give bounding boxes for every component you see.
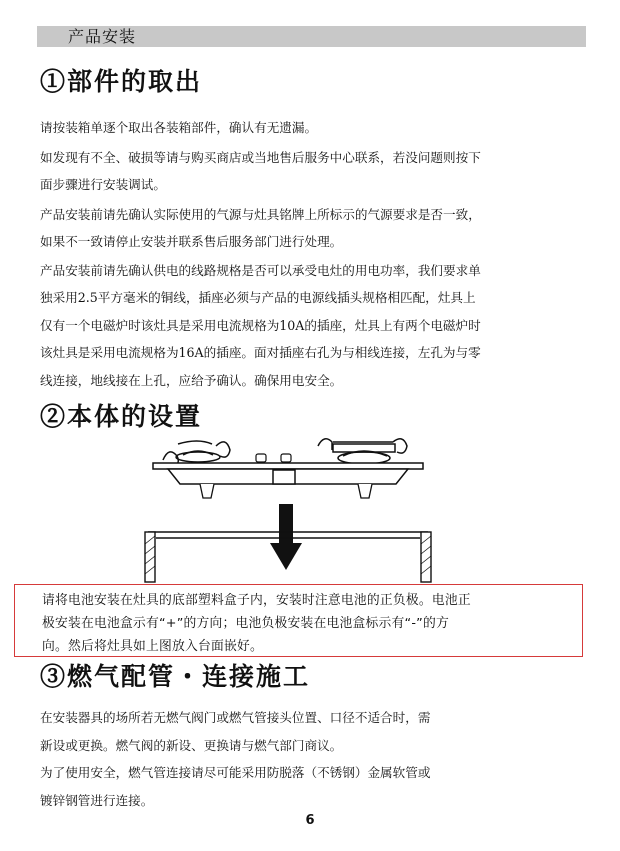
paragraph-line: 在安装器具的场所若无燃气阀门或燃气管接头位置、口径不适合时，需 [40,710,431,725]
paragraph-line: 镀锌钢管进行连接。 [40,793,154,808]
control-knobs [256,454,291,462]
paragraph-line: 产品安装前请先确认供电的线路规格是否可以承受电灶的用电功率，我们要求单 [40,263,481,278]
stove-installation-figure [138,424,438,584]
section1-title: ①部件的取出 [40,67,203,96]
down-arrow-icon [270,504,302,570]
paragraph-line: 该灶具是采用电流规格为16A的插座。面对插座右孔为与相线连接，左孔为与零 [40,345,481,360]
notice-line: 极安装在电池盒示有“+”的方向；电池负极安装在电池盒标示有“-”的方 [42,616,449,631]
paragraph-line: 如果不一致请停止安装并联系售后服务部门进行处理。 [40,234,343,249]
paragraph-line: 仅有一个电磁炉时该灶具是采用电流规格为10A的插座，灶具上有两个电磁炉时 [40,318,481,333]
page-number: 6 [305,813,315,828]
paragraph-line: 为了使用安全，燃气管连接请尽可能采用防脱落（不锈钢）金属软管或 [40,765,431,780]
section3-title: ③燃气配管・连接施工 [40,662,311,691]
battery-box [273,470,295,484]
stove-foot-left [200,484,214,498]
paragraph-line: 新设或更换。燃气阀的新设、更换请与燃气部门商议。 [40,738,343,753]
notice-line: 请将电池安装在灶具的底部塑料盒子内，安装时注意电池的正负极。电池正 [42,593,471,608]
paragraph-line: 独采用2.5平方毫米的铜线，插座必须与产品的电源线插头规格相匹配，灶具上 [40,290,476,305]
paragraph-line: 如发现有不全、破损等请与购买商店或当地售后服务中心联系，若没问题则按下 [40,150,481,165]
paragraph-line: 产品安装前请先确认实际使用的气源与灶具铭牌上所标示的气源要求是否一致， [40,207,481,222]
stove-foot-right [358,484,372,498]
stove-top-panel [153,463,423,469]
paragraph-line: 面步骤进行安装调试。 [40,177,166,192]
right-pot-support [318,439,407,464]
paragraph-line: 线连接，地线接在上孔，应给予确认。确保用电安全。 [40,373,343,388]
section-header-label: 产品安装 [68,27,137,46]
section2-title: ②本体的设置 [40,402,203,431]
paragraph-line: 请按装箱单逐个取出各装箱部件，确认有无遗漏。 [40,120,318,135]
notice-line: 向。然后将灶具如上图放入台面嵌好。 [42,639,263,654]
